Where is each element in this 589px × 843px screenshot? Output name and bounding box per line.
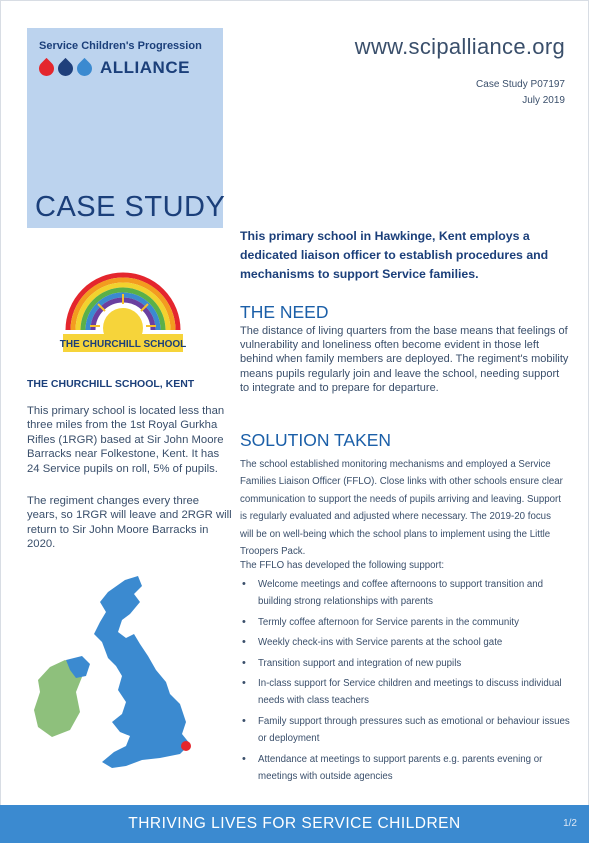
regiment-note: The regiment changes every three years, so 1RGR will leave and 2RGR will return to Sir John Moore Barracks in 2020.	[27, 495, 232, 551]
school-logo-text: THE CHURCHILL SCHOOL	[59, 339, 187, 350]
footer-tagline: THRIVING LIVES FOR SERVICE CHILDREN	[128, 815, 461, 832]
page-number: 1/2	[563, 818, 577, 829]
list-item: • Welcome meetings and coffee afternoons to support transition and building strong relationships with parents	[240, 576, 570, 611]
support-intro: The FFLO has developed the following support:	[240, 560, 445, 571]
support-list	[240, 576, 570, 788]
red-drop-icon	[36, 57, 57, 78]
uk-map	[30, 572, 210, 772]
brand-logo	[39, 58, 190, 78]
case-date: July 2019	[522, 95, 565, 106]
list-item: • Transition support and integration of new pupils	[240, 655, 570, 672]
case-reference: Case Study P07197	[476, 79, 565, 90]
school-description: This primary school is located less than three miles from the 1st Royal Gurkha Rifles (1RGR) based at Sir John Moore Barracks near Folkestone, Kent. It has 24 Service pupils on roll, 5% of pupils.	[27, 405, 225, 475]
solution-heading: SOLUTION TAKEN	[240, 430, 392, 450]
navy-drop-icon	[55, 57, 76, 78]
list-item: • Weekly check-ins with Service parents at the school gate	[240, 634, 570, 651]
list-item: • Family support through pressures such as emotional or behaviour issues or deployment	[240, 713, 570, 748]
solution-text: The school established monitoring mechanisms and employed a Service Families Liaison Officer (FFLO). Close links with other schools ensure clear communication to support the needs of pupils arriving and leaving. Support is regularly evaluated and adjusted where necessary. The 2019-20 focus will be on well-being which the school plans to implement using the Little Troopers Pack.	[240, 459, 563, 558]
school-logo	[48, 252, 198, 360]
case-study-label: CASE STUDY	[35, 191, 226, 223]
list-item: • Attendance at meetings to support parents e.g. parents evening or meetings with outside agencies	[240, 751, 570, 786]
brand-title: Service Children's Progression	[39, 40, 202, 52]
website-link[interactable]: www.scipalliance.org	[354, 34, 565, 59]
need-text: The distance of living quarters from the base means that feelings of vulnerability and loneliness often become evident in those left behind when family members are deployed. The regiment's mobility means pupils regularly join and leave the school, needing support to integrate and to prepare for departure.	[240, 325, 569, 394]
school-name-heading: THE CHURCHILL SCHOOL, KENT	[27, 378, 195, 390]
brand-alliance: ALLIANCE	[100, 58, 190, 77]
footer-bar	[0, 805, 589, 843]
blue-drop-icon	[74, 57, 95, 78]
intro-summary: This primary school in Hawkinge, Kent employs a dedicated liaison officer to establish procedures and mechanisms to support Service families.	[240, 229, 549, 281]
kent-marker	[181, 741, 191, 751]
list-item: • In-class support for Service children and meetings to discuss individual needs with class teachers	[240, 675, 570, 710]
need-heading: THE NEED	[240, 302, 329, 322]
great-britain-shape	[94, 576, 190, 768]
brand-box	[27, 28, 226, 228]
list-item: • Termly coffee afternoon for Service parents in the community	[240, 614, 570, 631]
